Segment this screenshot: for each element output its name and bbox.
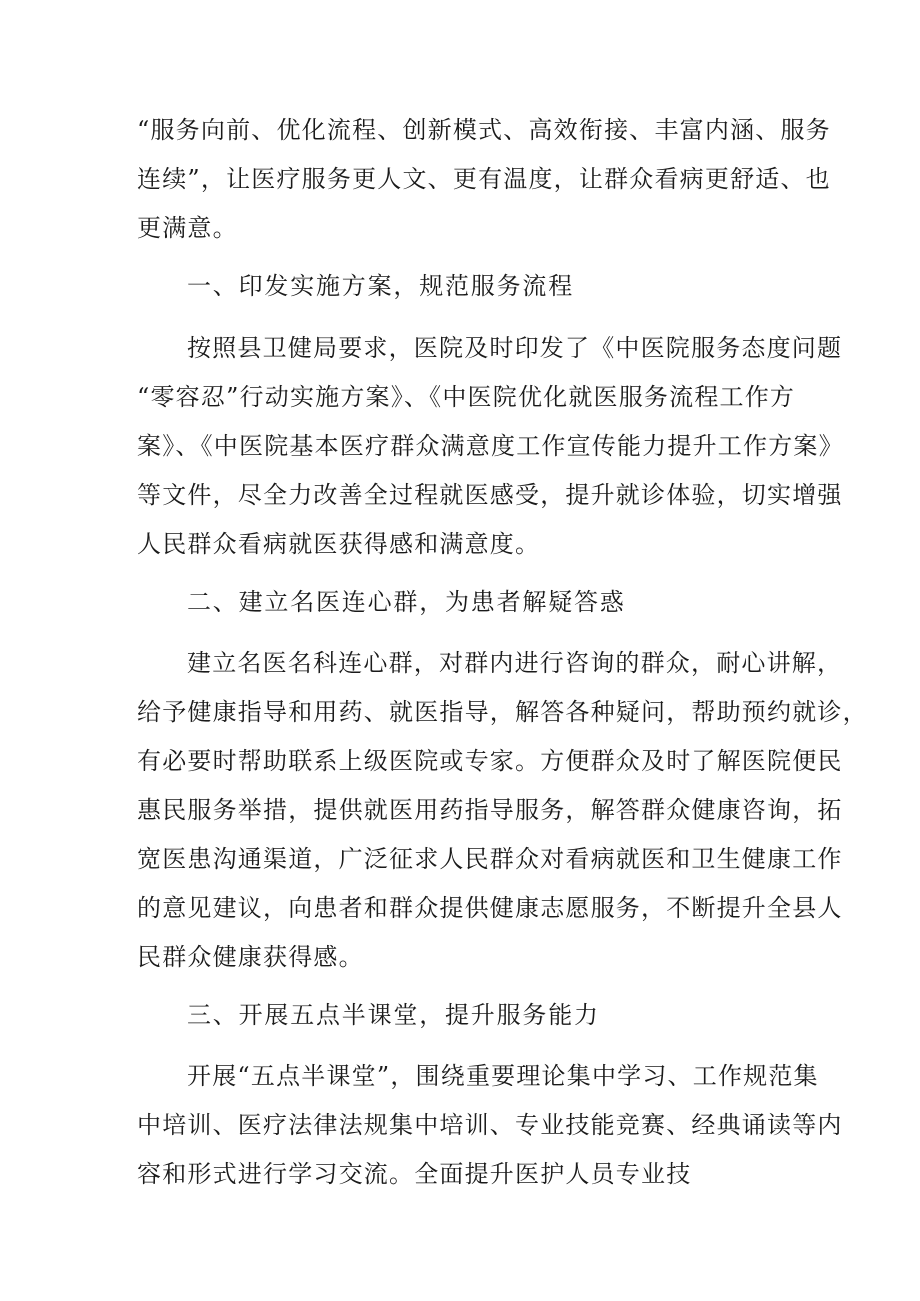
text-line: 民群众健康获得感。 — [137, 943, 364, 971]
text-line: 人民群众看病就医获得感和满意度。 — [137, 530, 541, 558]
section-heading: 一、印发实施方案，规范服务流程 — [187, 272, 574, 300]
text-line: 等文件，尽全力改善全过程就医感受，提升就诊体验，切实增强 — [137, 481, 843, 509]
text-line: 宽医患沟通渠道，广泛征求人民群众对看病就医和卫生健康工作 — [137, 845, 843, 873]
text-line: 容和形式进行学习交流。全面提升医护人员专业技 — [137, 1160, 692, 1188]
section-heading: 二、建立名医连心群，为患者解疑答惑 — [187, 588, 626, 616]
text-line: 给予健康指导和用药、就医指导，解答各种疑问，帮助预约就诊， — [137, 698, 868, 726]
text-line: “服务向前、优化流程、创新模式、高效衔接、丰富内涵、服务 — [137, 116, 831, 144]
text-line: 按照县卫健局要求，医院及时印发了《中医院服务态度问题 — [187, 334, 843, 362]
text-line: 惠民服务举措，提供就医用药指导服务，解答群众健康咨询，拓 — [137, 796, 843, 824]
text-line: 连续”，让医疗服务更人文、更有温度，让群众看病更舒适、也 — [137, 165, 831, 193]
text-line: 更满意。 — [137, 214, 238, 242]
text-line: 建立名医名科连心群，对群内进行咨询的群众，耐心讲解， — [187, 649, 843, 677]
text-line: 案》、《中医院基本医疗群众满意度工作宣传能力提升工作方案》 — [137, 432, 844, 460]
text-line: 的意见建议，向患者和群众提供健康志愿服务，不断提升全县人 — [137, 894, 843, 922]
text-line: 开展“五点半课堂”，围绕重要理论集中学习、工作规范集 — [187, 1062, 819, 1090]
text-line: 有必要时帮助联系上级医院或专家。方便群众及时了解医院便民 — [137, 747, 843, 775]
text-line: 中培训、医疗法律法规集中培训、专业技能竞赛、经典诵读等内 — [137, 1111, 843, 1139]
section-heading: 三、开展五点半课堂，提升服务能力 — [187, 1001, 600, 1029]
text-line: “零容忍”行动实施方案》、《中医院优化就医服务流程工作方 — [137, 383, 796, 411]
